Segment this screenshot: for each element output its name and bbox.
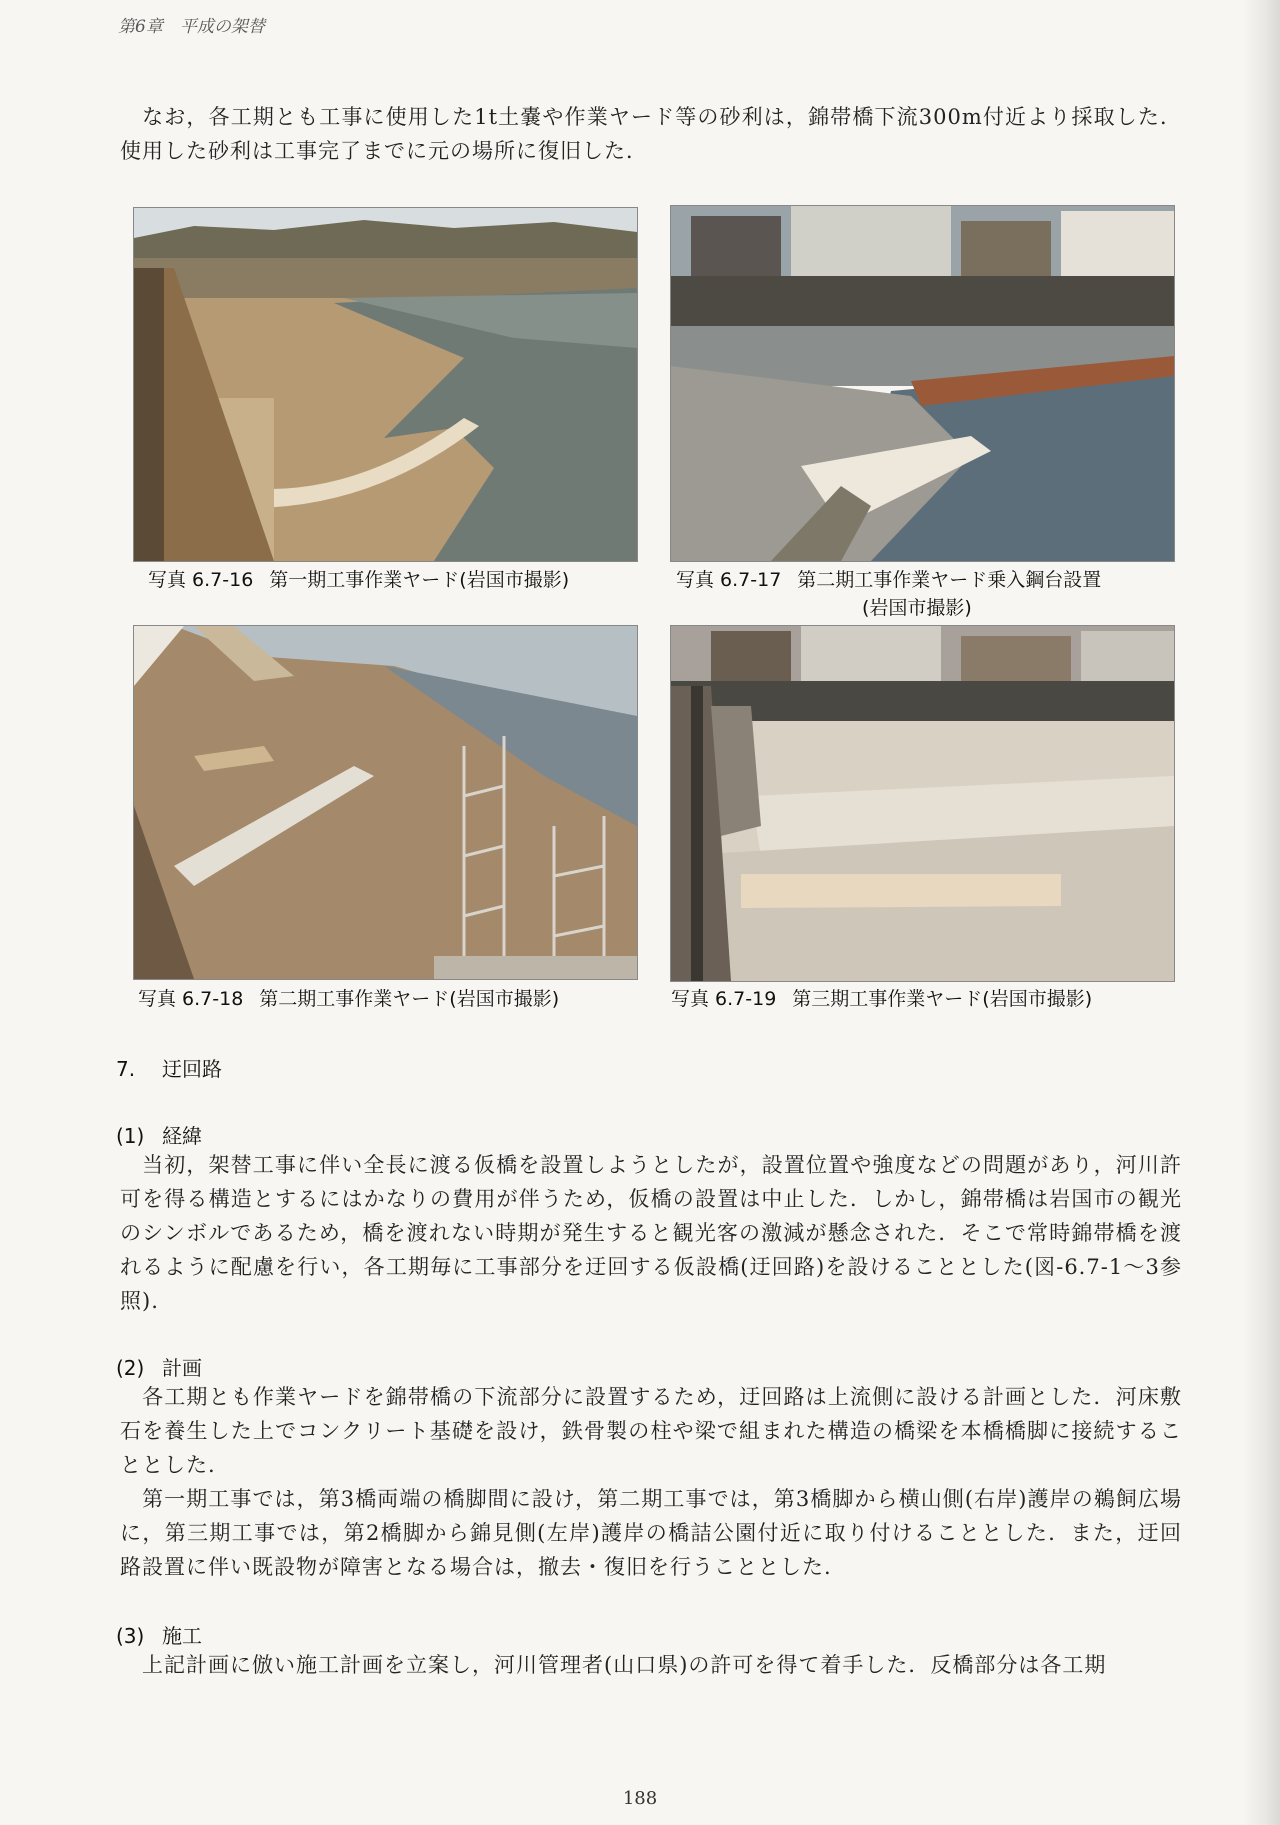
photo-number: 写真 6.7-16 xyxy=(148,569,254,591)
photo-number: 写真 6.7-18 xyxy=(138,988,244,1010)
photo-6-7-18 xyxy=(133,625,638,980)
photo-title: 第二期工事作業ヤード乗入鋼台設置 xyxy=(797,569,1102,591)
photo-6-7-16-caption xyxy=(148,566,569,594)
photo-title: 第二期工事作業ヤード(岩国市撮影) xyxy=(259,988,560,1010)
subsection-2-paragraph-1: 各工期とも作業ヤードを錦帯橋の下流部分に設置するため，迂回路は上流側に設ける計画とした．河床敷石を養生した上でコンクリート基礎を設け，鉄骨製の柱や梁で組まれた構造の橋梁を本橋橋脚に接続することとした. xyxy=(120,1385,1182,1477)
photo-title-line2: (岩国市撮影) xyxy=(862,597,972,619)
subsection-heading-2: (2) 計画 xyxy=(116,1356,202,1380)
subsection-2-paragraph-2: 第一期工事では，第3橋両端の橋脚間に設け，第二期工事では，第3橋脚から横山側(右岸)護岸の鵜飼広場に，第三期工事では，第2橋脚から錦見側(左岸)護岸の橋詰公園付近に取り付けることとした．また，迂回路設置に伴い既設物が障害となる場合は，撤去・復旧を行うこととした. xyxy=(120,1487,1182,1579)
intro-paragraph: なお，各工期とも工事に使用した1t土嚢や作業ヤード等の砂利は，錦帯橋下流300m付近より採取した．使用した砂利は工事完了までに元の場所に復旧した． xyxy=(120,105,1182,163)
section-heading: 7. 迂回路 xyxy=(116,1057,222,1081)
subsection-heading-1: (1) 経緯 xyxy=(116,1124,202,1148)
photo-6-7-18-caption xyxy=(138,985,559,1013)
page-edge-shadow xyxy=(1242,0,1280,1825)
subsection-1-paragraph: 当初，架替工事に伴い全長に渡る仮橋を設置しようとしたが，設置位置や強度などの問題があり，河川許可を得る構造とするにはかなりの費用が伴うため，仮橋の設置は中止した．しかし，錦帯橋は岩国市の観光のシンボルであるため，橋を渡れない時期が発生すると観光客の激減が懸念された．そこで常時錦帯橋を渡れるように配慮を行い，各工期毎に工事部分を迂回する仮設橋(迂回路)を設けることとした(図-6.7-1～3参照). xyxy=(120,1153,1182,1313)
photo-number: 写真 6.7-17 xyxy=(676,569,782,591)
running-head: 第6章 平成の架替 xyxy=(118,17,265,37)
photo-title: 第一期工事作業ヤード(岩国市撮影) xyxy=(269,569,570,591)
photo-number: 写真 6.7-19 xyxy=(671,988,777,1010)
subsection-3-paragraph: 上記計画に倣い施工計画を立案し，河川管理者(山口県)の許可を得て着手した．反橋部分は各工期 xyxy=(142,1653,1107,1677)
photo-6-7-17-caption xyxy=(676,566,1176,622)
photo-6-7-16 xyxy=(133,207,638,562)
photo-6-7-19-caption xyxy=(671,985,1092,1013)
photo-6-7-19 xyxy=(670,625,1175,982)
photo-title: 第三期工事作業ヤード(岩国市撮影) xyxy=(792,988,1093,1010)
page-number: 188 xyxy=(622,1788,658,1809)
subsection-heading-3: (3) 施工 xyxy=(116,1624,202,1648)
photo-6-7-17 xyxy=(670,205,1175,562)
